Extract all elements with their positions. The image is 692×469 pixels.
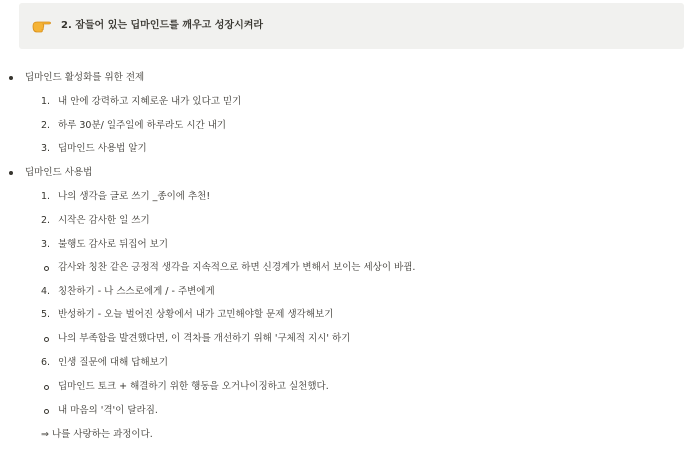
bullet-disc xyxy=(9,76,13,80)
conclusion-text: ⇒ 나를 사랑하는 과정이다. xyxy=(41,429,153,440)
list-number: 1. xyxy=(41,191,51,202)
list-item: 나의 생각을 글로 쓰기 _종이에 추천! xyxy=(58,191,211,202)
pointing-hand-icon xyxy=(31,18,53,34)
bullet-circle xyxy=(44,409,49,414)
list-number: 6. xyxy=(41,357,51,368)
section-label-usage: 딥마인드 사용법 xyxy=(25,167,93,178)
list-number: 5. xyxy=(41,309,51,320)
list-number: 1. xyxy=(41,96,51,107)
list-item: 반성하기 - 오늘 벌어진 상황에서 내가 고민해야할 문제 생각해보기 xyxy=(58,309,334,320)
list-number: 2. xyxy=(41,120,51,131)
list-item: 하루 30분/ 일주일에 하루라도 시간 내기 xyxy=(58,120,227,131)
sub-list-item: 나의 부족함을 발견했다면, 이 격차를 개선하기 위해 '구체적 지시' 하기 xyxy=(58,333,351,344)
list-number: 3. xyxy=(41,239,51,250)
sub-list-item: 내 마음의 '격'이 달라짐. xyxy=(58,405,158,416)
sub-list-item: 딥마인드 토크 + 해결하기 위한 행동을 오거나이징하고 실천했다. xyxy=(58,381,329,392)
list-number: 2. xyxy=(41,215,51,226)
list-number: 3. xyxy=(41,143,51,154)
list-item: 불행도 감사로 뒤집어 보기 xyxy=(58,239,169,250)
bullet-circle xyxy=(44,266,49,271)
callout-block xyxy=(19,3,684,49)
list-item: 시작은 감사한 일 쓰기 xyxy=(58,215,150,226)
list-item: 칭찬하기 - 나 스스로에게 / - 주변에게 xyxy=(58,286,215,297)
list-item: 딥마인드 사용법 알기 xyxy=(58,143,147,154)
bullet-circle xyxy=(44,337,49,342)
list-item: 내 안에 강력하고 지혜로운 내가 있다고 믿기 xyxy=(58,96,242,107)
bullet-disc xyxy=(9,171,13,175)
list-item: 인생 질문에 대해 답해보기 xyxy=(58,357,169,368)
callout-title: 2. 잠들어 있는 딥마인드를 깨우고 성장시켜라 xyxy=(61,20,264,31)
section-label-prerequisites: 딥마인드 활성화를 위한 전제 xyxy=(25,72,145,83)
sub-list-item: 감사와 칭찬 같은 긍정적 생각을 지속적으로 하면 신경계가 변해서 보이는 세상이 바뀜. xyxy=(58,262,416,273)
bullet-circle xyxy=(44,385,49,390)
list-number: 4. xyxy=(41,286,51,297)
